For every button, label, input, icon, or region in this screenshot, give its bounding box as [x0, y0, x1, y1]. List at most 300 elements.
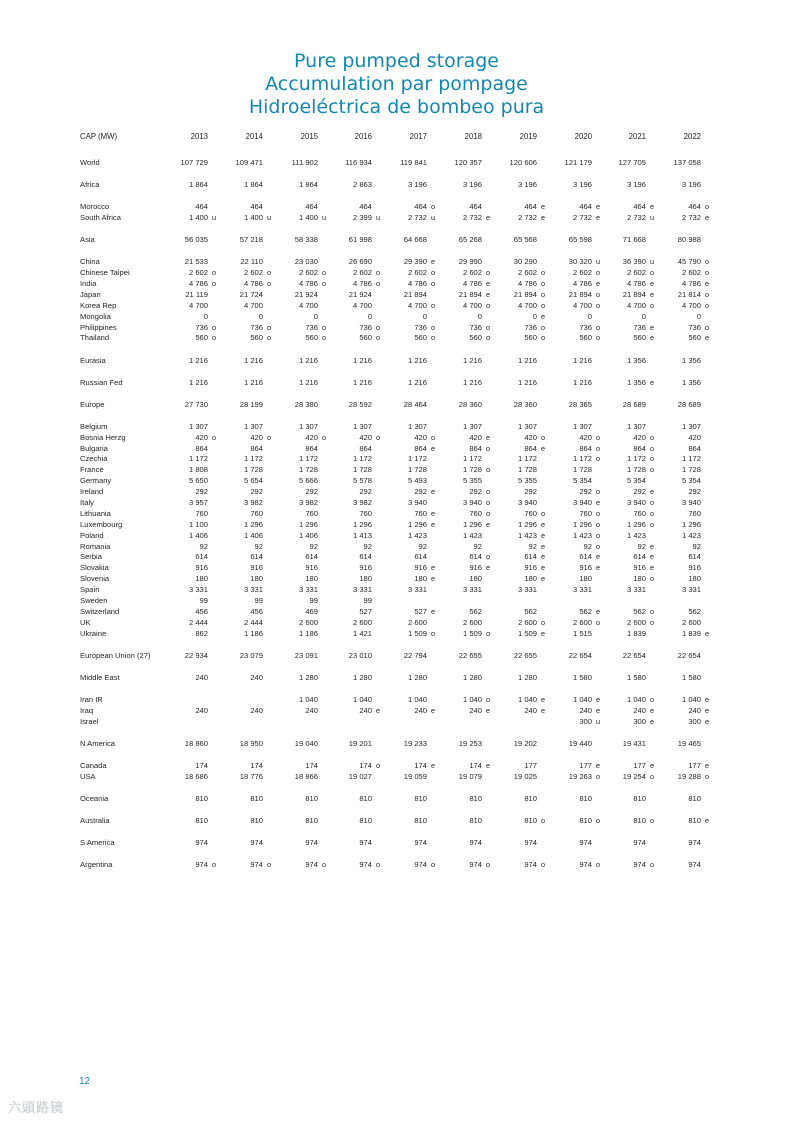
value-cell: 177: [688, 760, 701, 770]
title-english: Pure pumped storage: [294, 50, 499, 72]
value-cell: 1 040: [681, 694, 701, 704]
value-cell: 810: [633, 793, 646, 803]
value-cell: 4 700: [517, 300, 537, 310]
value-cell: 23 030: [294, 257, 318, 267]
value-cell: 3 196: [681, 180, 701, 190]
value-cell: 0: [641, 311, 646, 321]
value-cell: 19 465: [677, 738, 701, 748]
value-cell: 560: [250, 333, 263, 343]
value-cell: 974: [250, 837, 263, 847]
value-cell: 916: [469, 563, 482, 573]
value-cell: 916: [414, 563, 427, 573]
value-cell: 1 307: [243, 421, 263, 431]
value-cell: 1 186: [243, 628, 263, 638]
page-number: 12: [79, 1076, 91, 1087]
value-cell: 810: [469, 815, 482, 825]
value-cell: 240: [524, 705, 537, 715]
estimate-flag: e: [541, 574, 546, 584]
value-cell: 1 040: [517, 694, 537, 704]
value-cell: 174: [195, 760, 208, 770]
value-cell: 28 689: [622, 399, 646, 409]
estimate-flag: o: [267, 322, 272, 332]
value-cell: 19 059: [403, 771, 427, 781]
value-cell: 5 355: [517, 476, 537, 486]
value-cell: 464: [469, 202, 482, 212]
value-cell: 916: [305, 563, 318, 573]
value-cell: 1 515: [572, 628, 592, 638]
value-cell: 420: [633, 432, 646, 442]
table-row: [0, 202, 793, 213]
estimate-flag: e: [431, 487, 436, 497]
value-cell: 292: [414, 487, 427, 497]
value-cell: 292: [579, 487, 592, 497]
value-cell: 864: [524, 443, 537, 453]
estimate-flag: o: [322, 278, 327, 288]
estimate-flag: o: [705, 289, 710, 299]
value-cell: 420: [579, 432, 592, 442]
value-cell: 864: [633, 443, 646, 453]
value-cell: 760: [414, 508, 427, 518]
value-cell: 28 380: [294, 399, 318, 409]
estimate-flag: o: [596, 333, 601, 343]
estimate-flag: o: [212, 278, 217, 288]
row-spacer: [0, 684, 793, 695]
value-cell: 810: [305, 815, 318, 825]
estimate-flag: e: [596, 563, 601, 573]
value-cell: 174: [414, 760, 427, 770]
row-spacer: [0, 783, 793, 794]
value-cell: 864: [305, 443, 318, 453]
value-cell: 469: [305, 606, 318, 616]
value-cell: 0: [422, 311, 427, 321]
row-label: Argentina: [80, 860, 113, 870]
row-label: China: [80, 257, 100, 267]
value-cell: 760: [469, 508, 482, 518]
row-label: Serbia: [80, 552, 102, 562]
estimate-flag: e: [705, 213, 710, 223]
value-cell: 2 600: [681, 617, 701, 627]
value-cell: 23 079: [239, 650, 263, 660]
value-cell: 177: [579, 760, 592, 770]
value-cell: 810: [633, 815, 646, 825]
value-cell: 18 950: [239, 738, 263, 748]
value-cell: 0: [258, 311, 263, 321]
value-cell: 22 110: [240, 257, 263, 267]
value-cell: 760: [579, 508, 592, 518]
value-cell: 736: [633, 322, 646, 332]
value-cell: 810: [688, 815, 701, 825]
table-row: [0, 312, 793, 323]
value-cell: 1 040: [298, 694, 318, 704]
row-label: Bosnia Herzg: [80, 432, 126, 442]
value-cell: 810: [359, 815, 372, 825]
value-cell: 21 119: [185, 289, 208, 299]
value-cell: 240: [414, 705, 427, 715]
table-row: [0, 422, 793, 433]
value-cell: 174: [305, 760, 318, 770]
table-row: [0, 257, 793, 268]
estimate-flag: o: [541, 860, 546, 870]
value-cell: 1 400: [298, 213, 318, 223]
estimate-flag: o: [705, 202, 710, 212]
value-cell: 1 280: [352, 672, 372, 682]
table-row: [0, 552, 793, 563]
value-cell: 4 786: [681, 278, 701, 288]
value-cell: 560: [524, 333, 537, 343]
estimate-flag: e: [486, 213, 491, 223]
estimate-flag: e: [486, 705, 491, 715]
estimate-flag: e: [541, 311, 546, 321]
estimate-flag: e: [705, 694, 710, 704]
year-header: 2016: [354, 132, 372, 141]
value-cell: 974: [469, 860, 482, 870]
estimate-flag: e: [705, 628, 710, 638]
value-cell: 614: [633, 552, 646, 562]
estimate-flag: e: [541, 443, 546, 453]
value-cell: 99: [254, 596, 263, 605]
estimate-flag: u: [650, 257, 655, 267]
value-cell: 1 728: [298, 465, 318, 475]
table-row: [0, 596, 793, 607]
value-cell: 5 578: [352, 476, 372, 486]
value-cell: 1 216: [407, 355, 427, 365]
value-cell: 1 728: [572, 465, 592, 475]
value-cell: 30 320: [568, 257, 592, 267]
table-row: [0, 860, 793, 871]
estimate-flag: o: [212, 432, 217, 442]
value-cell: 464: [579, 202, 592, 212]
estimate-flag: e: [541, 541, 546, 551]
value-cell: 99: [363, 596, 372, 605]
value-cell: 5 650: [188, 476, 208, 486]
estimate-flag: o: [486, 300, 491, 310]
estimate-flag: e: [596, 213, 601, 223]
value-cell: 1 307: [188, 421, 208, 431]
value-cell: 1 307: [681, 421, 701, 431]
value-cell: 1 580: [572, 672, 592, 682]
value-cell: 614: [524, 552, 537, 562]
value-cell: 19 025: [513, 771, 537, 781]
value-cell: 127 705: [618, 158, 646, 167]
value-cell: 1 423: [572, 530, 592, 540]
row-label: Lithuania: [80, 508, 111, 518]
estimate-flag: o: [650, 519, 655, 529]
estimate-flag: o: [486, 465, 491, 475]
estimate-flag: o: [596, 432, 601, 442]
value-cell: 1 296: [352, 519, 372, 529]
watermark-logo: 六頭路镜: [8, 1100, 65, 1115]
estimate-flag: e: [541, 628, 546, 638]
value-cell: 1 280: [462, 672, 482, 682]
value-cell: 1 172: [188, 454, 208, 464]
value-cell: 736: [688, 322, 701, 332]
value-cell: 3 982: [352, 497, 372, 507]
value-cell: 21 894: [622, 289, 646, 299]
estimate-flag: o: [267, 333, 272, 343]
value-cell: 180: [414, 574, 427, 584]
estimate-flag: u: [596, 257, 601, 267]
table-row: [0, 618, 793, 629]
value-cell: 560: [414, 333, 427, 343]
value-cell: 21 894: [513, 289, 537, 299]
value-cell: 760: [633, 508, 646, 518]
value-cell: 177: [633, 760, 646, 770]
value-cell: 3 957: [188, 497, 208, 507]
value-cell: 4 786: [188, 278, 208, 288]
value-cell: 3 196: [626, 180, 646, 190]
value-cell: 2 600: [352, 617, 372, 627]
table-row: [0, 574, 793, 585]
value-cell: 56 035: [184, 235, 208, 245]
value-cell: 1 216: [243, 355, 263, 365]
table-row: [0, 838, 793, 849]
value-cell: 736: [469, 322, 482, 332]
estimate-flag: e: [705, 278, 710, 288]
value-cell: 1 216: [188, 377, 208, 387]
value-cell: 29 390: [403, 257, 427, 267]
value-cell: 92: [363, 541, 372, 551]
value-cell: 4 786: [462, 278, 482, 288]
value-cell: 3 331: [188, 585, 208, 595]
value-cell: 1 280: [517, 672, 537, 682]
value-cell: 614: [195, 552, 208, 562]
estimate-flag: o: [596, 322, 601, 332]
row-label: Iran IR: [80, 694, 103, 704]
value-cell: 0: [477, 311, 482, 321]
estimate-flag: o: [541, 322, 546, 332]
value-cell: 974: [469, 837, 482, 847]
value-cell: 864: [250, 443, 263, 453]
row-label: South Africa: [80, 213, 121, 223]
value-cell: 121 179: [564, 158, 592, 167]
value-cell: 916: [579, 563, 592, 573]
estimate-flag: e: [596, 278, 601, 288]
value-cell: 5 355: [462, 476, 482, 486]
value-cell: 1 728: [681, 465, 701, 475]
estimate-flag: e: [596, 552, 601, 562]
value-cell: 560: [469, 333, 482, 343]
value-cell: 4 786: [407, 278, 427, 288]
estimate-flag: e: [431, 563, 436, 573]
row-label: N America: [80, 738, 116, 748]
value-cell: 92: [528, 541, 537, 551]
estimate-flag: o: [431, 202, 436, 212]
value-cell: 4 786: [572, 278, 592, 288]
value-cell: 0: [587, 311, 592, 321]
value-cell: 1 216: [462, 377, 482, 387]
estimate-flag: o: [322, 432, 327, 442]
value-cell: 180: [579, 574, 592, 584]
row-label: Switzerland: [80, 606, 120, 616]
estimate-flag: e: [705, 333, 710, 343]
value-cell: 560: [579, 333, 592, 343]
estimate-flag: o: [431, 628, 436, 638]
year-header: 2018: [464, 132, 482, 141]
value-cell: 1 356: [681, 355, 701, 365]
value-cell: 18 866: [294, 771, 318, 781]
value-cell: 240: [359, 705, 372, 715]
estimate-flag: e: [650, 705, 655, 715]
row-spacer: [0, 728, 793, 739]
value-cell: 614: [688, 552, 701, 562]
estimate-flag: o: [650, 574, 655, 584]
value-cell: 92: [637, 541, 646, 551]
value-cell: 5 354: [681, 476, 701, 486]
value-cell: 21 894: [568, 289, 592, 299]
value-cell: 28 365: [568, 399, 592, 409]
value-cell: 4 700: [407, 300, 427, 310]
estimate-flag: e: [541, 530, 546, 540]
estimate-flag: o: [650, 617, 655, 627]
value-cell: 2 600: [572, 617, 592, 627]
value-cell: 864: [359, 443, 372, 453]
value-cell: 3 940: [517, 497, 537, 507]
value-cell: 810: [469, 793, 482, 803]
value-cell: 180: [633, 574, 646, 584]
estimate-flag: e: [650, 552, 655, 562]
row-label: Slovakia: [80, 563, 109, 573]
value-cell: 974: [633, 860, 646, 870]
value-cell: 0: [313, 311, 318, 321]
estimate-flag: o: [212, 860, 217, 870]
value-cell: 0: [532, 311, 537, 321]
value-cell: 456: [250, 606, 263, 616]
estimate-flag: o: [541, 617, 546, 627]
table-row: [0, 607, 793, 618]
value-cell: 974: [305, 860, 318, 870]
value-cell: 1 864: [188, 180, 208, 190]
value-cell: 2 602: [243, 268, 263, 278]
value-cell: 23 091: [294, 650, 318, 660]
value-cell: 974: [414, 837, 427, 847]
estimate-flag: o: [431, 300, 436, 310]
value-cell: 560: [688, 333, 701, 343]
value-cell: 27 730: [184, 399, 208, 409]
estimate-flag: o: [541, 268, 546, 278]
value-cell: 1 307: [517, 421, 537, 431]
table-row: [0, 509, 793, 520]
estimate-flag: o: [541, 508, 546, 518]
value-cell: 974: [195, 860, 208, 870]
estimate-flag: o: [486, 487, 491, 497]
value-cell: 1 296: [626, 519, 646, 529]
estimate-flag: e: [705, 716, 710, 726]
value-cell: 1 356: [626, 377, 646, 387]
year-header: 2014: [245, 132, 263, 141]
value-cell: 5 354: [626, 476, 646, 486]
estimate-flag: o: [596, 487, 601, 497]
value-cell: 736: [414, 322, 427, 332]
table-row: [0, 323, 793, 334]
row-label: Asia: [80, 235, 95, 245]
value-cell: 120 357: [454, 158, 482, 167]
estimate-flag: e: [650, 333, 655, 343]
value-cell: 736: [524, 322, 537, 332]
estimate-flag: u: [650, 213, 655, 223]
value-cell: 292: [688, 487, 701, 497]
value-cell: 19 288: [677, 771, 701, 781]
value-cell: 810: [579, 793, 592, 803]
estimate-flag: u: [212, 213, 217, 223]
value-cell: 180: [195, 574, 208, 584]
estimate-flag: e: [486, 278, 491, 288]
estimate-flag: o: [650, 815, 655, 825]
value-cell: 562: [469, 606, 482, 616]
estimate-flag: e: [705, 705, 710, 715]
value-cell: 864: [195, 443, 208, 453]
value-cell: 240: [305, 705, 318, 715]
value-cell: 180: [688, 574, 701, 584]
estimate-flag: o: [596, 443, 601, 453]
value-cell: 810: [524, 793, 537, 803]
value-cell: 464: [250, 202, 263, 212]
value-cell: 464: [195, 202, 208, 212]
estimate-flag: o: [650, 497, 655, 507]
estimate-flag: e: [431, 705, 436, 715]
row-label: Middle East: [80, 672, 120, 682]
estimate-flag: e: [431, 606, 436, 616]
estimate-flag: e: [705, 815, 710, 825]
estimate-flag: e: [541, 705, 546, 715]
value-cell: 4 786: [626, 278, 646, 288]
value-cell: 3 196: [572, 180, 592, 190]
capacity-table: [0, 130, 793, 871]
estimate-flag: o: [650, 268, 655, 278]
value-cell: 1 172: [407, 454, 427, 464]
value-cell: 292: [469, 487, 482, 497]
estimate-flag: e: [431, 574, 436, 584]
estimate-flag: o: [212, 268, 217, 278]
value-cell: 240: [688, 705, 701, 715]
value-cell: 864: [688, 443, 701, 453]
value-cell: 99: [309, 596, 318, 605]
value-cell: 420: [195, 432, 208, 442]
value-cell: 916: [359, 563, 372, 573]
estimate-flag: o: [705, 300, 710, 310]
row-spacer: [0, 144, 793, 158]
value-cell: 92: [199, 541, 208, 551]
value-cell: 1 216: [298, 377, 318, 387]
value-cell: 974: [359, 860, 372, 870]
value-cell: 1 356: [681, 377, 701, 387]
value-cell: 64 668: [403, 235, 427, 245]
estimate-flag: u: [322, 213, 327, 223]
value-cell: 1 808: [188, 465, 208, 475]
estimate-flag: o: [322, 268, 327, 278]
table-header-row: [0, 130, 793, 144]
value-cell: 810: [414, 793, 427, 803]
value-cell: 2 732: [681, 213, 701, 223]
value-cell: 1 423: [681, 530, 701, 540]
estimate-flag: o: [322, 322, 327, 332]
estimate-flag: o: [650, 860, 655, 870]
year-header: 2013: [190, 132, 208, 141]
value-cell: 23 010: [348, 650, 372, 660]
estimate-flag: e: [486, 563, 491, 573]
estimate-flag: o: [596, 289, 601, 299]
table-row: [0, 695, 793, 706]
value-cell: 240: [579, 705, 592, 715]
value-cell: 1 421: [352, 628, 372, 638]
value-cell: 19 202: [513, 738, 537, 748]
value-cell: 180: [305, 574, 318, 584]
value-cell: 2 602: [517, 268, 537, 278]
value-cell: 174: [250, 760, 263, 770]
table-row: [0, 158, 793, 169]
value-cell: 1 580: [626, 672, 646, 682]
row-label: Ireland: [80, 487, 104, 497]
row-spacer: [0, 805, 793, 816]
